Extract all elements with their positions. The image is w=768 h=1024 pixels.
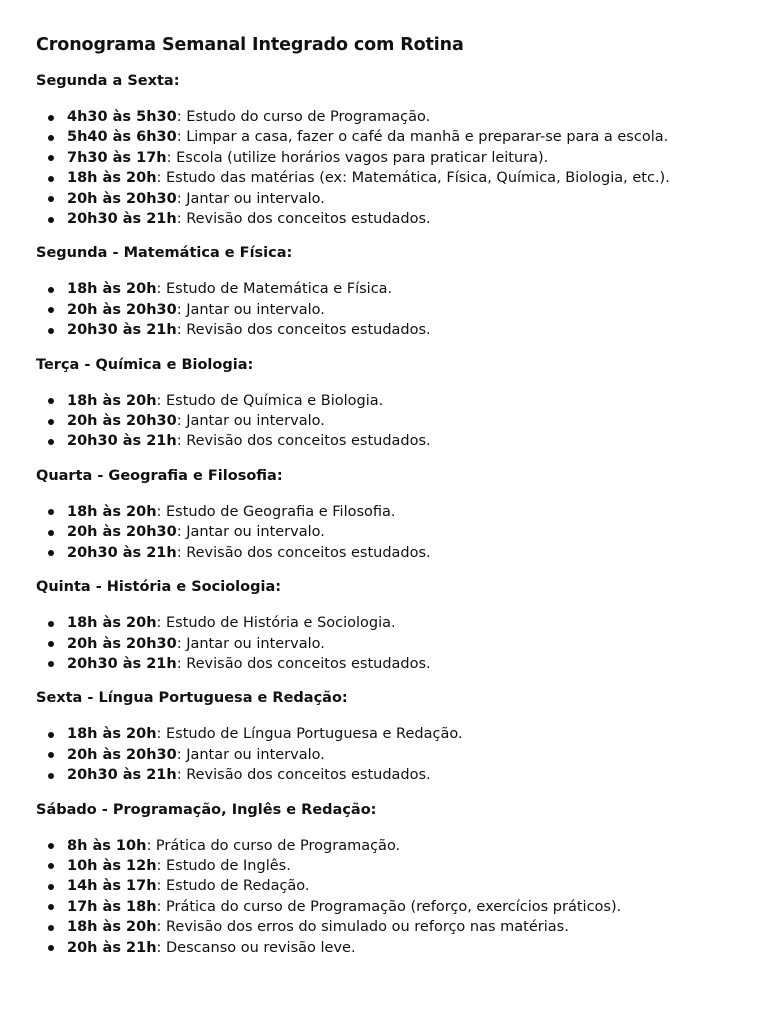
schedule-list <box>36 502 732 563</box>
list-item <box>36 654 732 674</box>
time-range: 10h às 12h <box>67 857 157 874</box>
list-item <box>36 765 732 785</box>
schedule-sections <box>36 71 732 958</box>
activity-description: : Jantar ou intervalo. <box>176 413 325 430</box>
bullet-icon <box>48 732 54 738</box>
schedule-section <box>36 243 732 340</box>
activity-description: : Revisão dos conceitos estudados. <box>176 211 431 228</box>
activity-description: : Estudo das matérias (ex: Matemática, Física, Química, Biologia, etc.). <box>156 170 670 187</box>
bullet-icon <box>48 287 54 293</box>
time-range: 20h30 às 21h <box>67 433 177 450</box>
list-item <box>36 745 732 765</box>
bullet-icon <box>48 196 54 202</box>
list-item <box>36 168 732 188</box>
list-item <box>36 836 732 856</box>
time-range: 8h às 10h <box>67 837 147 854</box>
time-range: 20h30 às 21h <box>67 767 177 784</box>
bullet-icon <box>48 884 54 890</box>
bullet-icon <box>48 439 54 445</box>
bullet-icon <box>48 307 54 313</box>
bullet-icon <box>48 904 54 910</box>
bullet-icon <box>48 550 54 556</box>
activity-description: : Revisão dos conceitos estudados. <box>176 767 431 784</box>
activity-description: : Estudo de Inglês. <box>156 857 291 874</box>
schedule-list <box>36 724 732 785</box>
list-item <box>36 876 732 896</box>
schedule-list <box>36 391 732 452</box>
schedule-section <box>36 800 732 958</box>
bullet-icon <box>48 752 54 758</box>
schedule-list <box>36 279 732 340</box>
bullet-icon <box>48 863 54 869</box>
activity-description: : Jantar ou intervalo. <box>176 190 325 207</box>
section-heading: Segunda a Sexta: <box>36 73 180 89</box>
list-item <box>36 107 732 127</box>
bullet-icon <box>48 661 54 667</box>
bullet-icon <box>48 419 54 425</box>
bullet-icon <box>48 155 54 161</box>
time-range: 20h30 às 21h <box>67 655 177 672</box>
time-range: 17h às 18h <box>67 898 157 915</box>
list-item <box>36 209 732 229</box>
activity-description: : Jantar ou intervalo. <box>176 746 325 763</box>
time-range: 18h às 20h <box>67 503 157 520</box>
schedule-list <box>36 613 732 674</box>
schedule-section <box>36 71 732 229</box>
list-item <box>36 522 732 542</box>
schedule-list <box>36 836 732 958</box>
activity-description: : Revisão dos conceitos estudados. <box>176 655 431 672</box>
bullet-icon <box>48 925 54 931</box>
list-item <box>36 917 732 937</box>
bullet-icon <box>48 176 54 182</box>
activity-description: : Estudo de Geografia e Filosofia. <box>156 503 396 520</box>
time-range: 20h às 21h <box>67 939 157 956</box>
time-range: 20h às 20h30 <box>67 190 177 207</box>
list-item <box>36 634 732 654</box>
time-range: 20h às 20h30 <box>67 413 177 430</box>
time-range: 7h30 às 17h <box>67 149 167 166</box>
time-range: 20h às 20h30 <box>67 524 177 541</box>
activity-description: : Estudo de Redação. <box>156 878 310 895</box>
document-title: Cronograma Semanal Integrado com Rotina <box>36 35 464 55</box>
list-item <box>36 502 732 522</box>
time-range: 18h às 20h <box>67 615 157 632</box>
list-item <box>36 897 732 917</box>
time-range: 18h às 20h <box>67 392 157 409</box>
activity-description: : Revisão dos conceitos estudados. <box>176 322 431 339</box>
list-item <box>36 148 732 168</box>
time-range: 18h às 20h <box>67 919 157 936</box>
bullet-icon <box>48 328 54 334</box>
activity-description: : Estudo de Química e Biologia. <box>156 392 384 409</box>
time-range: 20h30 às 21h <box>67 322 177 339</box>
activity-description: : Estudo do curso de Programação. <box>176 109 431 125</box>
activity-description: : Jantar ou intervalo. <box>176 635 325 652</box>
bullet-icon <box>48 217 54 223</box>
time-range: 5h40 às 6h30 <box>67 129 177 146</box>
activity-description: : Prática do curso de Programação. <box>146 837 401 854</box>
list-item <box>36 279 732 299</box>
section-heading: Terça - Química e Biologia: <box>36 356 254 373</box>
list-item <box>36 127 732 147</box>
list-item <box>36 431 732 451</box>
activity-description: : Estudo de História e Sociologia. <box>156 615 396 632</box>
activity-description: : Estudo de Matemática e Física. <box>156 281 393 298</box>
activity-description: : Escola (utilize horários vagos para praticar leitura). <box>166 149 549 166</box>
section-heading: Quinta - História e Sociologia: <box>36 579 282 596</box>
time-range: 20h30 às 21h <box>67 211 177 228</box>
section-heading: Sábado - Programação, Inglês e Redação: <box>36 801 377 818</box>
time-range: 20h às 20h30 <box>67 301 177 318</box>
list-item <box>36 856 732 876</box>
activity-description: : Estudo de Língua Portuguesa e Redação. <box>156 726 463 743</box>
bullet-icon <box>48 621 54 627</box>
bullet-icon <box>48 773 54 779</box>
schedule-section <box>36 688 732 785</box>
activity-description: : Revisão dos conceitos estudados. <box>176 544 431 561</box>
activity-description: : Descanso ou revisão leve. <box>156 939 356 956</box>
activity-description: : Prática do curso de Programação (reforço, exercícios práticos). <box>156 898 622 915</box>
time-range: 20h30 às 21h <box>67 544 177 561</box>
section-heading: Segunda - Matemática e Física: <box>36 245 293 262</box>
bullet-icon <box>48 843 54 849</box>
list-item <box>36 411 732 431</box>
list-item <box>36 300 732 320</box>
bullet-icon <box>48 115 54 121</box>
bullet-icon <box>48 530 54 536</box>
time-range: 14h às 17h <box>67 878 157 895</box>
bullet-icon <box>48 945 54 951</box>
activity-description: : Jantar ou intervalo. <box>176 524 325 541</box>
bullet-icon <box>48 509 54 515</box>
list-item <box>36 391 732 411</box>
bullet-icon <box>48 135 54 141</box>
activity-description: : Limpar a casa, fazer o café da manhã e preparar-se para a escola. <box>176 129 669 146</box>
bullet-icon <box>48 641 54 647</box>
activity-description: : Revisão dos conceitos estudados. <box>176 433 431 450</box>
list-item <box>36 320 732 340</box>
list-item <box>36 938 732 958</box>
list-item <box>36 613 732 633</box>
time-range: 18h às 20h <box>67 281 157 298</box>
schedule-section <box>36 577 732 674</box>
list-item <box>36 189 732 209</box>
list-item <box>36 543 732 563</box>
schedule-section <box>36 466 732 563</box>
activity-description: : Jantar ou intervalo. <box>176 301 325 318</box>
activity-description: : Revisão dos erros do simulado ou reforço nas matérias. <box>156 919 569 936</box>
schedule-section <box>36 355 732 452</box>
schedule-list <box>36 107 732 229</box>
section-heading: Quarta - Geografia e Filosofia: <box>36 467 283 484</box>
time-range: 20h às 20h30 <box>67 635 177 652</box>
section-heading: Sexta - Língua Portuguesa e Redação: <box>36 690 348 707</box>
time-range: 4h30 às 5h30 <box>67 109 177 125</box>
time-range: 20h às 20h30 <box>67 746 177 763</box>
list-item <box>36 724 732 744</box>
time-range: 18h às 20h <box>67 170 157 187</box>
bullet-icon <box>48 398 54 404</box>
time-range: 18h às 20h <box>67 726 157 743</box>
